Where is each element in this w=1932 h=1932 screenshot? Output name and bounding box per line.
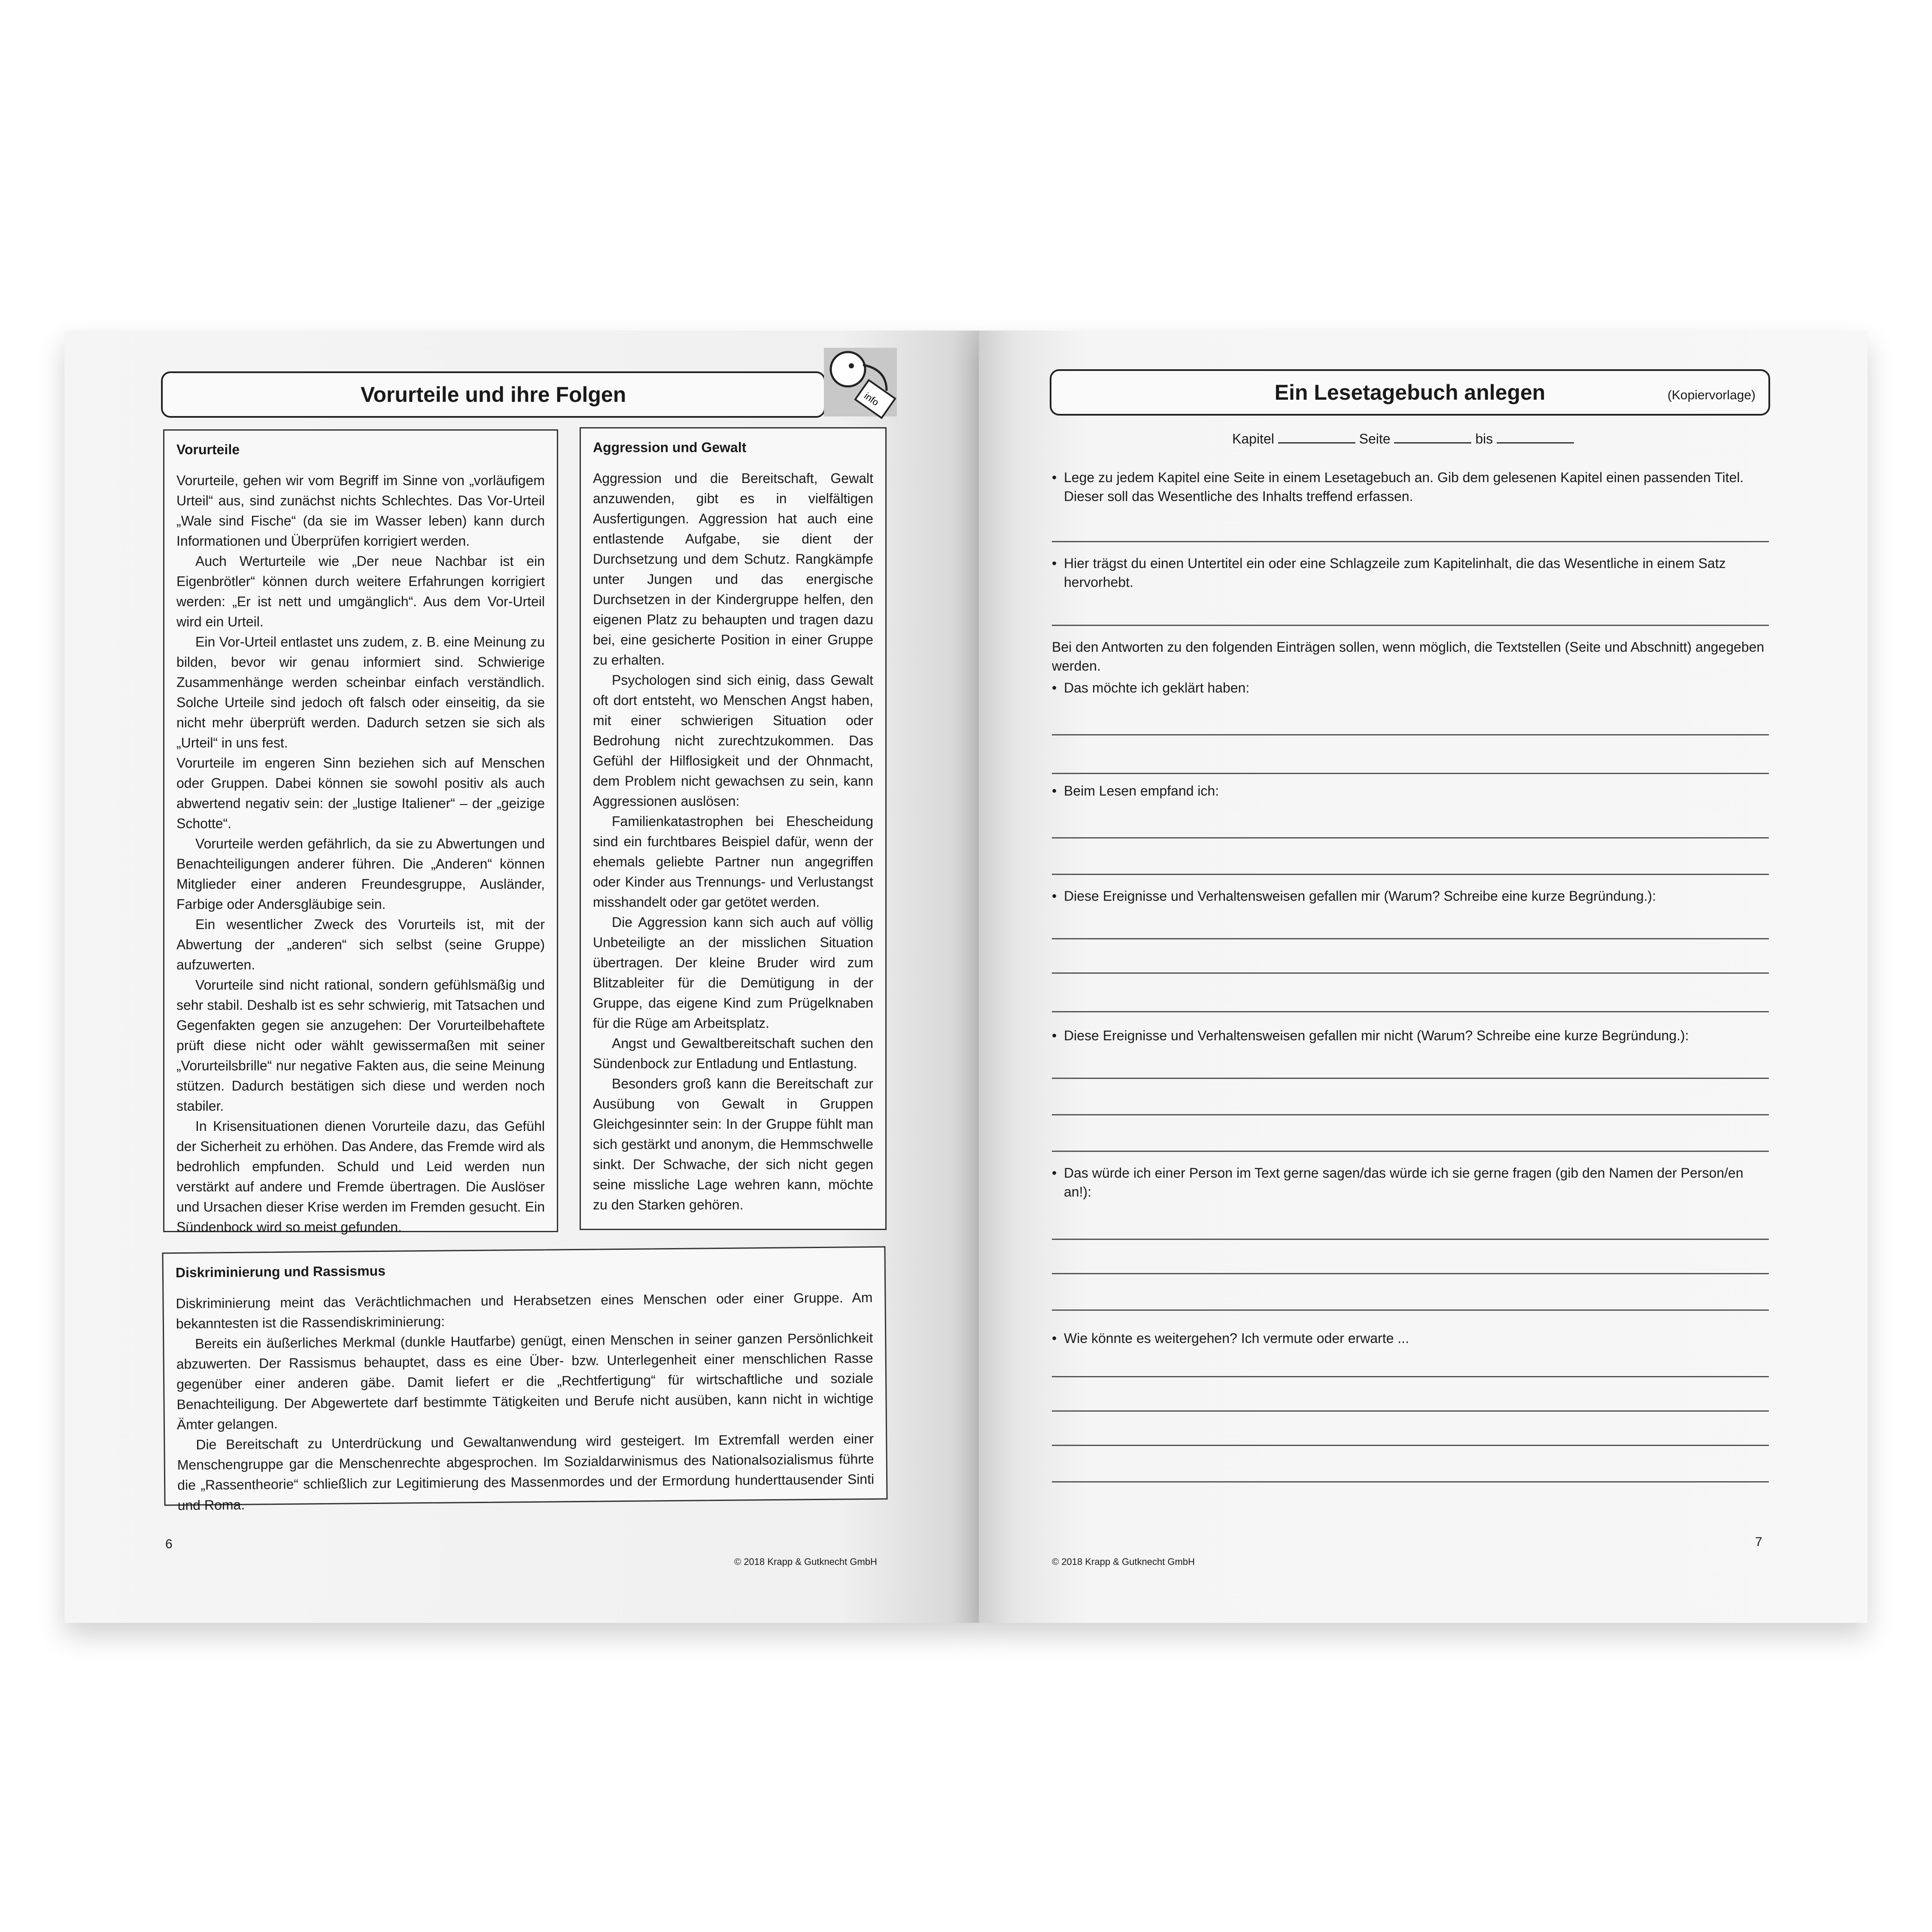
right-subtitle: (Kopiervorlage) <box>1667 388 1756 402</box>
instruction-6-text: • Diese Ereignisse und Verhaltensweisen gefallen mir nicht (Warum? Schreibe eine kurze Begründung.): <box>1052 1026 1769 1045</box>
instruction-3-text: • Das möchte ich geklärt haben: <box>1052 678 1769 697</box>
answer-line[interactable] <box>1052 1114 1769 1115</box>
vorurteile-paragraph: Vorurteile sind nicht rational, sondern gefühlsmäßig und sehr stabil. Deshalb ist es sehr schwierig, mit Tatsachen und Gegenfakten gegen sie anzugehen: Der Vorurteilbehaftete prüft diese nicht oder wählt gewissermaßen mit seiner „Vorurteilsbrille“ nur negative Fakten aus, die seine Meinung stützen. Dadurch bestätigen sich diese und werden noch stabiler. <box>176 977 545 1114</box>
diskriminierung-paragraph: Diskriminierung meint das Verächtlichmachen und Herabsetzen eines Menschen oder einer Gruppe. Am bekanntesten ist die Rassendiskriminierung: <box>176 1289 873 1332</box>
answer-line[interactable] <box>1052 1376 1769 1377</box>
instruction-1 <box>1052 468 1769 506</box>
instruction-5 <box>1052 887 1769 905</box>
instruction-1-text: • Lege zu jedem Kapitel eine Seite in einem Lesetagebuch an. Gib dem gelesenen Kapitel einen passenden Titel. Dieser soll das Wesentliche des Inhalts treffend erfassen. <box>1052 468 1769 506</box>
answer-line[interactable] <box>1052 541 1769 542</box>
box-aggression <box>580 427 887 1230</box>
right-page-title <box>1050 369 1770 416</box>
vorurteile-paragraph: Ein wesentlicher Zweck des Vorurteils ist, mit der Abwertung der „anderen“ sich selbst (seine Gruppe) aufzuwerten. <box>176 917 545 972</box>
vorurteile-paragraph: Auch Werturteile wie „Der neue Nachbar ist ein Eigenbrötler“ können durch weitere Erfahrungen korrigiert werden: „Er ist nett und umgänglich“. Aus dem Vor-Urteil wird ein Urteil. <box>176 553 545 629</box>
bis-field[interactable] <box>1497 429 1574 444</box>
diskriminierung-paragraph: Die Bereitschaft zu Unterdrückung und Gewaltanwendung wird gesteigert. Im Extremfall werden einer Menschengruppe gar die Menschenrechte abgesprochen. Im Sozialdarwinismus des Nationalsozialismus führte die „Rassentheorie“ schließlich zur Legitimierung des Massenmordes und der Ermordung hunderttausender Sinti und Roma. <box>177 1431 875 1513</box>
vorurteile-paragraph: Vorurteile, gehen wir vom Begriff im Sinne von „vorläufigem Urteil“ aus, sind zunächst nichts Schlechtes. Das Vor-Urteil „Wale sind Fische“ (da sie im Wasser leben) kann durch Informationen und Überprüfen korrigiert werden. <box>176 473 545 549</box>
kapitel-field[interactable] <box>1278 429 1355 444</box>
answer-line[interactable] <box>1052 972 1769 974</box>
aggression-paragraph: Aggression und die Bereitschaft, Gewalt anzuwenden, gibt es in vielfältigen Ausfertigungen. Aggression hat auch eine entlastende Aufgabe, sie dient der Durchsetzung und dem Schutz. Rangkämpfe unter Jungen und das energische Durchsetzen in der Kindergruppe helfen, den eigenen Platz zu behaupten und tragen dazu bei, eine gesicherte Position in einer Gruppe zu erhalten. <box>593 471 873 668</box>
answer-line[interactable] <box>1052 734 1769 735</box>
instruction-4 <box>1052 781 1769 800</box>
instruction-2 <box>1052 554 1769 592</box>
answer-line[interactable] <box>1052 1410 1769 1412</box>
aggression-paragraph: Angst und Gewaltbereitschaft suchen den Sündenbock zur Entladung und Entlastung. <box>593 1036 873 1071</box>
answer-line[interactable] <box>1052 1309 1769 1311</box>
right-page-number: 7 <box>1755 1535 1762 1549</box>
diskriminierung-paragraph: Bereits ein äußerliches Merkmal (dunkle Hautfarbe) genügt, einen Menschen in seiner ganzen Persönlichkeit abzuwerten. Der Rassismus behauptet, dass es eine Über- bzw. Unterlegenheit einer menschlichen Rasse gegenüber einer anderen gäbe. Damit liefert er die „Rechtfertigung“ für wirtschaftliche und soziale Benachteiligung. Der Abgewertete darf bestimmte Tätigkeiten und Berufe nicht ausüben, kann nicht in wichtige Ämter gelangen. <box>176 1330 874 1433</box>
kapitel-row <box>1232 429 1574 447</box>
vorurteile-paragraph: Vorurteile im engeren Sinn beziehen sich auf Menschen oder Gruppen. Dabei können sie sowohl positiv als auch abwertend negativ sein: der „lustige Italiener“ – der „geizige Schotte“. <box>176 755 545 831</box>
right-title-text: Ein Lesetagebuch anlegen <box>1274 380 1546 404</box>
vorurteile-paragraph: In Krisensituationen dienen Vorurteile dazu, das Gefühl der Sicherheit zu erhöhen. Das Andere, das Fremde wird als bedrohlich empfunden. Schuld und Leid werden nun verstärkt auf andere und Fremde übertragen. Die Auslöser und Ursachen dieser Krise werden im Fremden gesucht. Ein Sündenbock wird so meist gefunden. <box>176 1118 545 1235</box>
vorurteile-paragraph: Vorurteile werden gefährlich, da sie zu Abwertungen und Benachteiligungen anderer führen. Die „Anderen“ können Mitglieder einer anderen Freundesgruppe, Ausländer, Farbige oder Andersgläubige sein. <box>176 836 545 912</box>
bis-label: bis <box>1475 431 1493 447</box>
instruction-8 <box>1052 1329 1769 1348</box>
box-diskriminierung <box>162 1246 887 1513</box>
left-copyright: © 2018 Krapp & Gutknecht GmbH <box>734 1556 877 1567</box>
instruction-5-text: • Diese Ereignisse und Verhaltensweisen gefallen mir (Warum? Schreibe eine kurze Begründung.): <box>1052 887 1769 905</box>
intro-text: Bei den Antworten zu den folgenden Einträgen sollen, wenn möglich, die Textstellen (Seite und Abschnitt) angegeben werden. <box>1052 639 1765 674</box>
box-diskriminierung-heading: Diskriminierung und Rassismus <box>175 1263 386 1281</box>
answer-line[interactable] <box>1052 773 1769 774</box>
box-vorurteile <box>163 429 558 1235</box>
instruction-8-text: • Wie könnte es weitergehen? Ich vermute oder erwarte ... <box>1052 1329 1769 1348</box>
aggression-paragraph: Familienkatastrophen bei Ehescheidung sind ein furchtbares Beispiel dafür, wenn der ehemals geliebte Partner nun angegriffen oder Kinder aus Trennungs- und Verlustangst misshandelt oder gar getötet werden. <box>593 814 873 910</box>
left-page-number: 6 <box>165 1537 173 1551</box>
answer-line[interactable] <box>1052 837 1769 838</box>
box-vorurteile-heading: Vorurteile <box>176 442 240 457</box>
answer-line[interactable] <box>1052 1273 1769 1274</box>
aggression-paragraph: Psychologen sind sich einig, dass Gewalt oft dort entsteht, wo Menschen Angst haben, mit einer schwierigen Situation oder Bedrohung nicht zurechtzukommen. Das Gefühl der Hilflosigkeit und der Ohnmacht, dem Problem nicht gewachsen zu sein, kann Aggressionen auslösen: <box>593 672 873 809</box>
answer-line[interactable] <box>1052 938 1769 939</box>
info-icon <box>822 343 899 421</box>
answer-line[interactable] <box>1052 874 1769 875</box>
kapitel-label: Kapitel <box>1232 431 1274 447</box>
vorurteile-paragraph: Ein Vor-Urteil entlastet uns zudem, z. B. eine Meinung zu bilden, bevor wir genau informiert sind. Schwierige Zusammenhänge werden scheinbar einfach verständlich. Solche Urteile sind jedoch oft falsch oder einseitig, da sie nicht mehr überprüft werden. Dadurch setzen sie sich als „Urteil“ in uns fest. <box>176 634 545 750</box>
answer-line[interactable] <box>1052 1011 1769 1012</box>
seite-field[interactable] <box>1394 429 1471 444</box>
answer-line[interactable] <box>1052 1481 1769 1482</box>
aggression-paragraph: Besonders groß kann die Bereitschaft zur Ausübung von Gewalt in Gruppen Gleichgesinnter sein: In der Gruppe fühlt man sich gestärkt und anonym, die Hemmschwelle sinkt. Der Schwache, der sich nicht gegen seine missliche Lage wehren kann, möchte zu den Starken gehören. <box>593 1076 873 1212</box>
instruction-3 <box>1052 678 1769 697</box>
aggression-paragraph: Die Aggression kann sich auch auf völlig Unbeteiligte an der misslichen Situation übertragen. Der kleine Bruder wird zum Blitzableiter für die Demütigung in der Gruppe, das eigene Kind zum Prügelknaben für die Rüge am Arbeitsplatz. <box>593 914 873 1031</box>
instruction-4-text: • Beim Lesen empfand ich: <box>1052 781 1769 800</box>
answer-line[interactable] <box>1052 625 1769 626</box>
answer-line[interactable] <box>1052 1078 1769 1079</box>
left-title-text: Vorurteile und ihre Folgen <box>360 383 626 407</box>
instruction-7 <box>1052 1163 1769 1201</box>
answer-line[interactable] <box>1052 1445 1769 1446</box>
box-aggression-heading: Aggression und Gewalt <box>593 440 747 455</box>
right-copyright: © 2018 Krapp & Gutknecht GmbH <box>1052 1556 1195 1567</box>
info-icon-label: info <box>862 390 881 408</box>
instruction-2-text: • Hier trägst du einen Untertitel ein oder eine Schlagzeile zum Kapitelinhalt, die das Wesentliche in einem Satz hervorhebt. <box>1052 554 1769 592</box>
left-page-title <box>161 371 826 418</box>
instruction-7-text: • Das würde ich einer Person im Text gerne sagen/das würde ich sie gerne fragen (gib den Namen der Person/en an!): <box>1052 1163 1769 1201</box>
right-page <box>979 331 1868 1623</box>
answer-line[interactable] <box>1052 1239 1769 1240</box>
answer-line[interactable] <box>1052 1151 1769 1152</box>
seite-label: Seite <box>1359 431 1391 447</box>
instruction-6 <box>1052 1026 1769 1045</box>
